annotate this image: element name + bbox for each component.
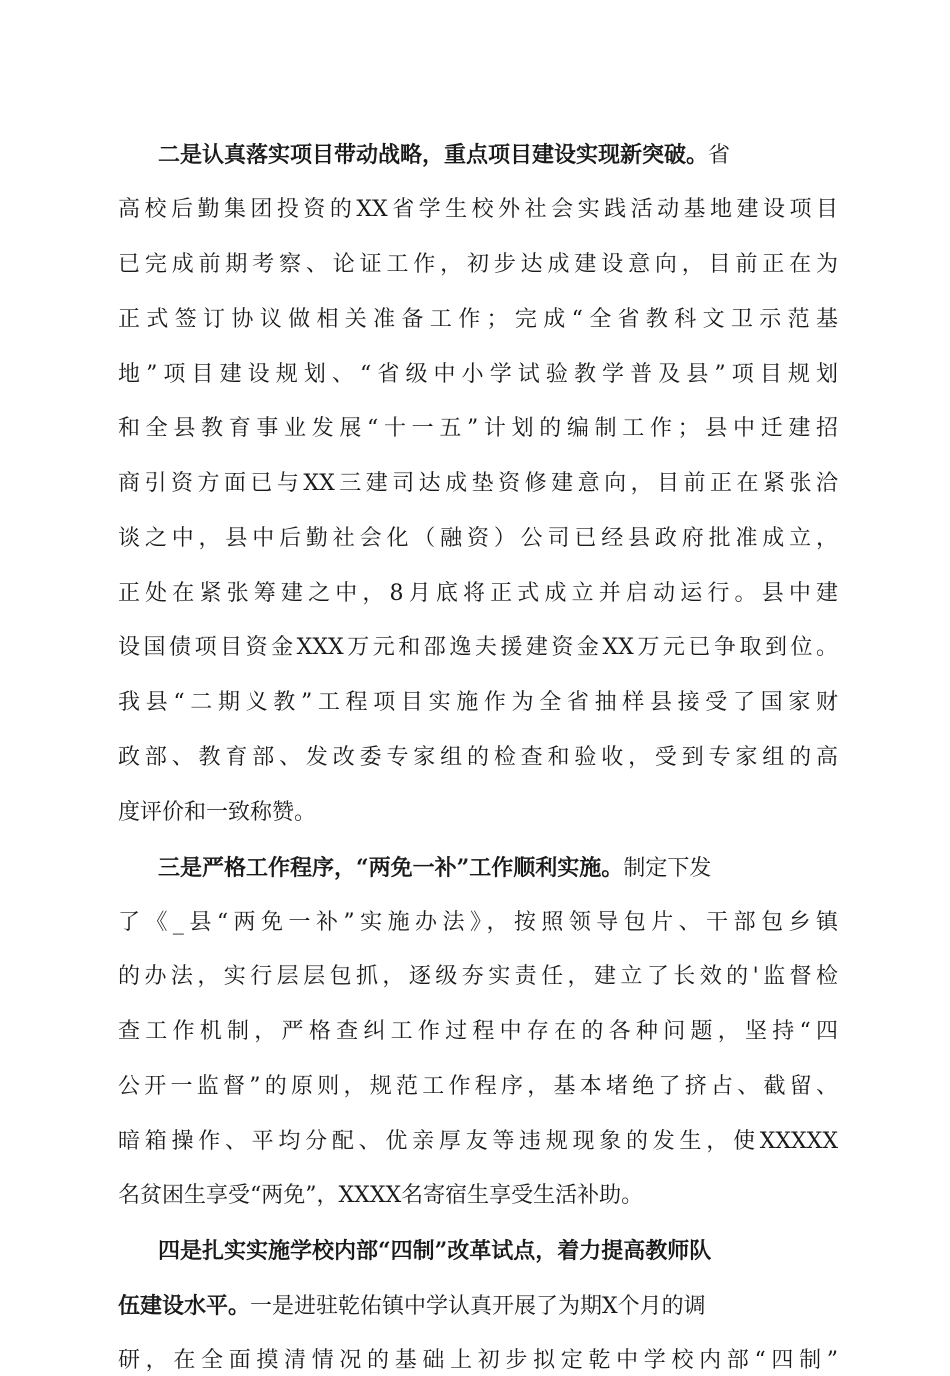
paragraph-1-lead: 二是认真落实项目带动战略，重点项目建设实现新突破。 <box>158 142 709 168</box>
paragraph-3-line-1: 四是扎实实施学校内部“四制”改革试点，着力提高教师队 <box>158 1238 712 1264</box>
paragraph-2-line-6: 暗箱操作、平均分配、优亲厚友等违规现象的发生，使XXXXX <box>118 1129 838 1154</box>
paragraph-1-line-5: 地”项目建设规划、“省级中小学试验教学普及县”项目规划 <box>118 362 838 387</box>
paragraph-3-text: 一是进驻乾佑镇中学认真开展了为期X个月的调 <box>250 1294 706 1319</box>
paragraph-3-line-3: 研，在全面摸清情况的基础上初步拟定乾中学校内部“四制” <box>118 1348 838 1373</box>
paragraph-2-line-3: 的办法，实行层层包抓，逐级夯实责任，建立了长效的'监督检 <box>118 964 838 989</box>
paragraph-1-line-13: 度评价和一致称赞。 <box>118 800 317 825</box>
paragraph-1-line-6: 和全县教育事业发展“十一五”计划的编制工作；县中迁建招 <box>118 416 838 441</box>
paragraph-2-text: 制定下发 <box>623 856 712 881</box>
paragraph-2-line-4: 查工作机制，严格查纠工作过程中存在的各种问题，坚持“四 <box>118 1019 838 1044</box>
paragraph-1-line-3: 已完成前期考察、论证工作，初步达成建设意向，目前正在为 <box>118 252 838 277</box>
paragraph-1-line-12: 政部、教育部、发改委专家组的检查和验收，受到专家组的高 <box>118 745 838 770</box>
paragraph-2-lead: 三是严格工作程序，“两免一补”工作顺利实施。 <box>158 855 624 881</box>
paragraph-1-line-2: 高校后勤集团投资的XX省学生校外社会实践活动基地建设项目 <box>118 197 838 222</box>
paragraph-2-line-1 <box>158 853 711 883</box>
paragraph-1-line-9: 正处在紧张筹建之中，8月底将正式成立并启动运行。县中建 <box>118 581 838 606</box>
paragraph-1-line-10: 设国债项目资金XXX万元和邵逸夫援建资金XX万元已争取到位。 <box>118 635 838 660</box>
paragraph-2-line-5: 公开一监督”的原则，规范工作程序，基本堵绝了挤占、截留、 <box>118 1074 838 1099</box>
paragraph-1-line-1 <box>158 140 730 170</box>
paragraph-2-line-7: 名贫困生享受“两免”，XXXX名寄宿生享受生活补助。 <box>118 1183 644 1208</box>
paragraph-2-line-2: 了《_县“两免一补”实施办法》，按照领导包片、干部包乡镇 <box>118 910 838 935</box>
paragraph-1-line-7: 商引资方面已与XX三建司达成垫资修建意向，目前正在紧张洽 <box>118 471 838 496</box>
paragraph-1-line-11: 我县“二期义教”工程项目实施作为全省抽样县接受了国家财 <box>118 690 838 715</box>
paragraph-1-line-8: 谈之中，县中后勤社会化（融资）公司已经县政府批准成立， <box>118 526 838 551</box>
paragraph-3-lead-tail: 伍建设水平。 <box>118 1293 251 1319</box>
paragraph-3-line-2 <box>118 1291 706 1321</box>
paragraph-1-line-4: 正式签订协议做相关准备工作；完成“全省教科文卫示范基 <box>118 307 838 332</box>
paragraph-1-text: 省 <box>708 143 731 168</box>
